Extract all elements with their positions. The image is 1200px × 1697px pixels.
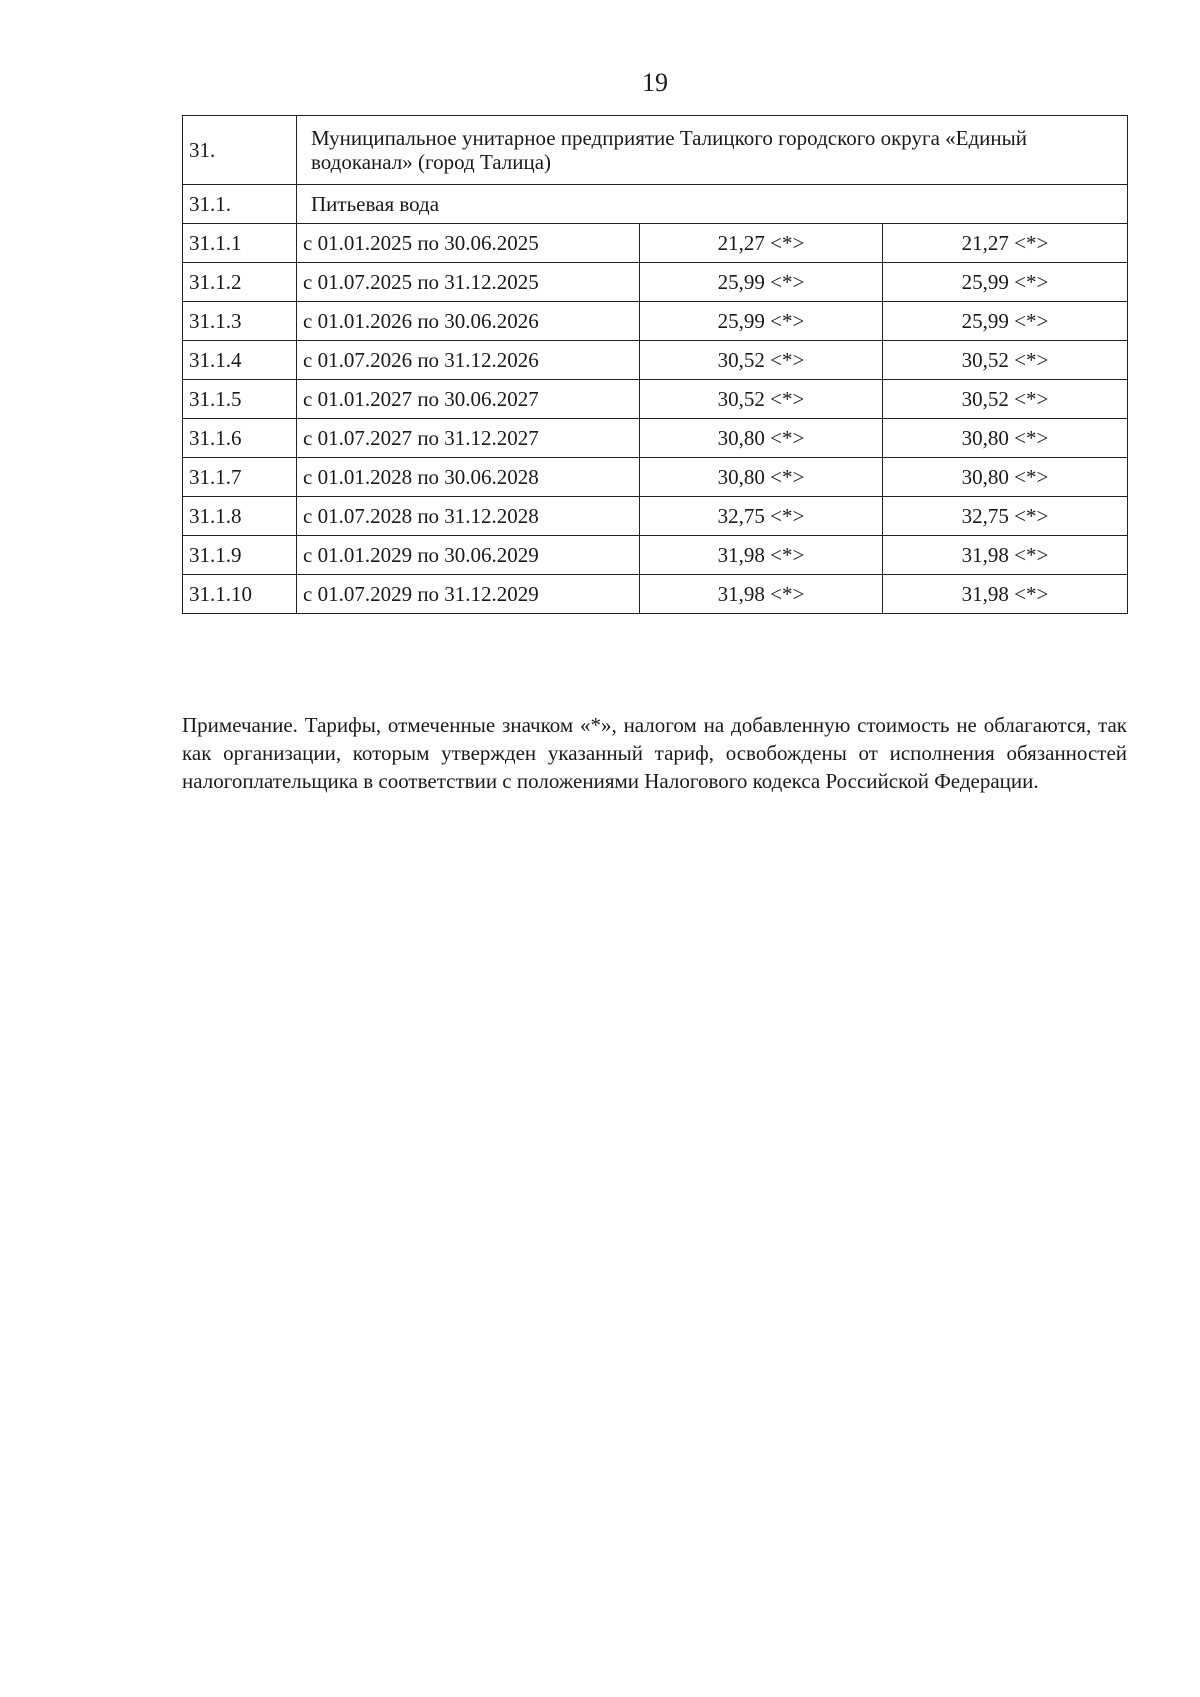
row-tariff-b: 31,98 <*> xyxy=(883,536,1128,575)
row-tariff-b: 32,75 <*> xyxy=(883,497,1128,536)
row-period: с 01.01.2028 по 30.06.2028 xyxy=(297,458,640,497)
row-tariff-a: 25,99 <*> xyxy=(640,263,883,302)
row-code: 31.1.7 xyxy=(183,458,297,497)
row-tariff-a: 21,27 <*> xyxy=(640,224,883,263)
page-number: 19 xyxy=(642,68,668,97)
row-code: 31.1.5 xyxy=(183,380,297,419)
row-code: 31.1.10 xyxy=(183,575,297,614)
row-code: 31.1.6 xyxy=(183,419,297,458)
row-tariff-b: 25,99 <*> xyxy=(883,302,1128,341)
row-tariff-b: 25,99 <*> xyxy=(883,263,1128,302)
tariff-note: Примечание. Тарифы, отмеченные значком «*», налогом на добавленную стоимость не облагаются, так как организации, которым утвержден указанный тариф, освобождены от исполнения обязанностей налогоплательщика в соответствии с положениями Налогового кодекса Российской Федерации. xyxy=(182,713,1127,793)
row-code: 31.1.9 xyxy=(183,536,297,575)
table-row xyxy=(183,263,1128,302)
row-period: с 01.01.2027 по 30.06.2027 xyxy=(297,380,640,419)
row-tariff-a: 31,98 <*> xyxy=(640,536,883,575)
table-row xyxy=(183,302,1128,341)
row-period: с 01.01.2029 по 30.06.2029 xyxy=(297,536,640,575)
row-tariff-a: 30,80 <*> xyxy=(640,419,883,458)
table-row xyxy=(183,224,1128,263)
category-name: Питьевая вода xyxy=(297,185,1128,224)
row-tariff-b: 21,27 <*> xyxy=(883,224,1128,263)
row-code: 31.1.2 xyxy=(183,263,297,302)
table-row xyxy=(183,575,1128,614)
organization-row xyxy=(183,116,1128,185)
row-period: с 01.07.2026 по 31.12.2026 xyxy=(297,341,640,380)
table-row xyxy=(183,419,1128,458)
row-tariff-b: 30,80 <*> xyxy=(883,458,1128,497)
table-row xyxy=(183,341,1128,380)
row-period: с 01.07.2025 по 31.12.2025 xyxy=(297,263,640,302)
row-tariff-a: 25,99 <*> xyxy=(640,302,883,341)
row-tariff-b: 30,52 <*> xyxy=(883,341,1128,380)
row-code: 31.1.1 xyxy=(183,224,297,263)
row-period: с 01.07.2027 по 31.12.2027 xyxy=(297,419,640,458)
organization-name: Муниципальное унитарное предприятие Талицкого городского округа «Единый водоканал» (город Талица) xyxy=(297,116,1128,185)
row-tariff-a: 31,98 <*> xyxy=(640,575,883,614)
row-code: 31.1.8 xyxy=(183,497,297,536)
table-row xyxy=(183,458,1128,497)
row-tariff-b: 31,98 <*> xyxy=(883,575,1128,614)
row-code: 31.1.3 xyxy=(183,302,297,341)
row-period: с 01.07.2029 по 31.12.2029 xyxy=(297,575,640,614)
row-code: 31.1.4 xyxy=(183,341,297,380)
row-period: с 01.01.2026 по 30.06.2026 xyxy=(297,302,640,341)
table-row xyxy=(183,497,1128,536)
category-row xyxy=(183,185,1128,224)
row-tariff-b: 30,52 <*> xyxy=(883,380,1128,419)
row-tariff-b: 30,80 <*> xyxy=(883,419,1128,458)
tariff-table xyxy=(182,115,1128,614)
table-row xyxy=(183,536,1128,575)
category-code: 31.1. xyxy=(183,185,297,224)
row-period: с 01.07.2028 по 31.12.2028 xyxy=(297,497,640,536)
row-tariff-a: 30,52 <*> xyxy=(640,341,883,380)
organization-code: 31. xyxy=(183,116,297,185)
row-period: с 01.01.2025 по 30.06.2025 xyxy=(297,224,640,263)
row-tariff-a: 30,80 <*> xyxy=(640,458,883,497)
row-tariff-a: 32,75 <*> xyxy=(640,497,883,536)
table-row xyxy=(183,380,1128,419)
row-tariff-a: 30,52 <*> xyxy=(640,380,883,419)
